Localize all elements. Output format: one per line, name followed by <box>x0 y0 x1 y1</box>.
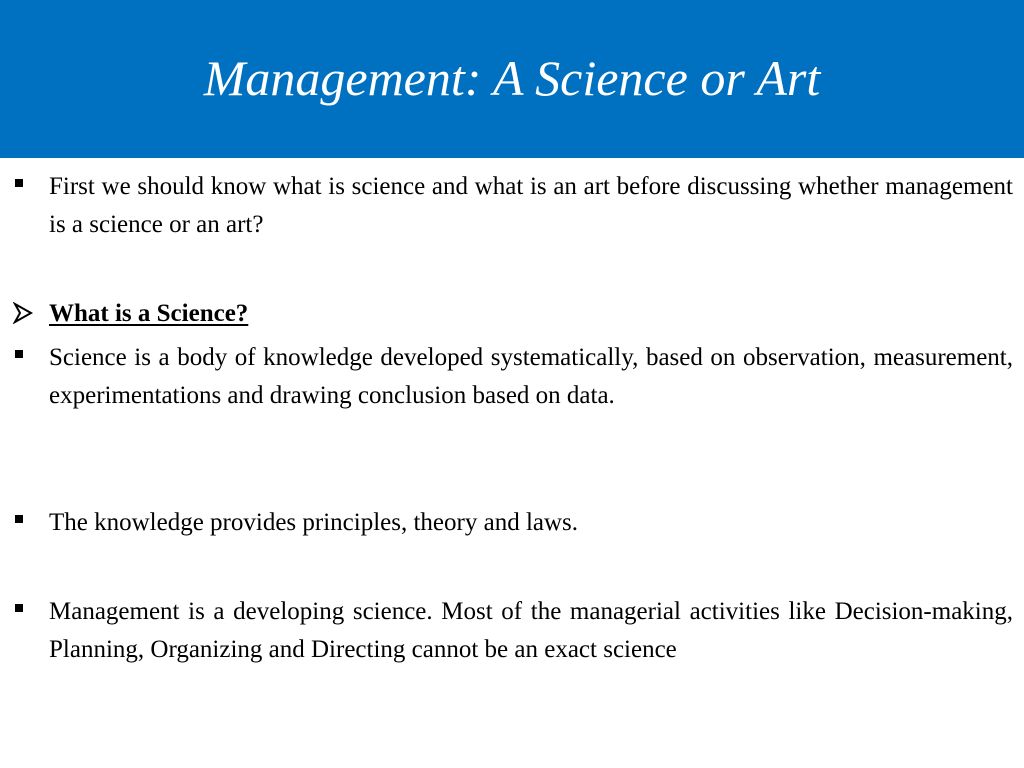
square-bullet-icon <box>15 350 23 358</box>
square-bullet-icon <box>15 515 23 523</box>
title-bar <box>0 0 1024 158</box>
bullet-text: Science is a body of knowledge developed systematically, based on observation, measurement, experimentations and drawing conclusion based on data. <box>49 344 1013 409</box>
slide-title: Management: A Science or Art <box>203 50 821 106</box>
bullet-text: Management is a developing science. Most of the managerial activities like Decision-making, Planning, Organizing and Directing cannot be an exact science <box>49 598 1013 663</box>
square-bullet-icon <box>15 604 23 612</box>
section-heading: What is a Science? <box>49 300 249 327</box>
bullet-text: First we should know what is science and what is an art before discussing whether management is a science or an art? <box>49 173 1013 238</box>
square-bullet-icon <box>15 179 23 187</box>
bullet-text: The knowledge provides principles, theory and laws. <box>49 509 579 536</box>
arrow-bullet-icon <box>12 302 34 324</box>
